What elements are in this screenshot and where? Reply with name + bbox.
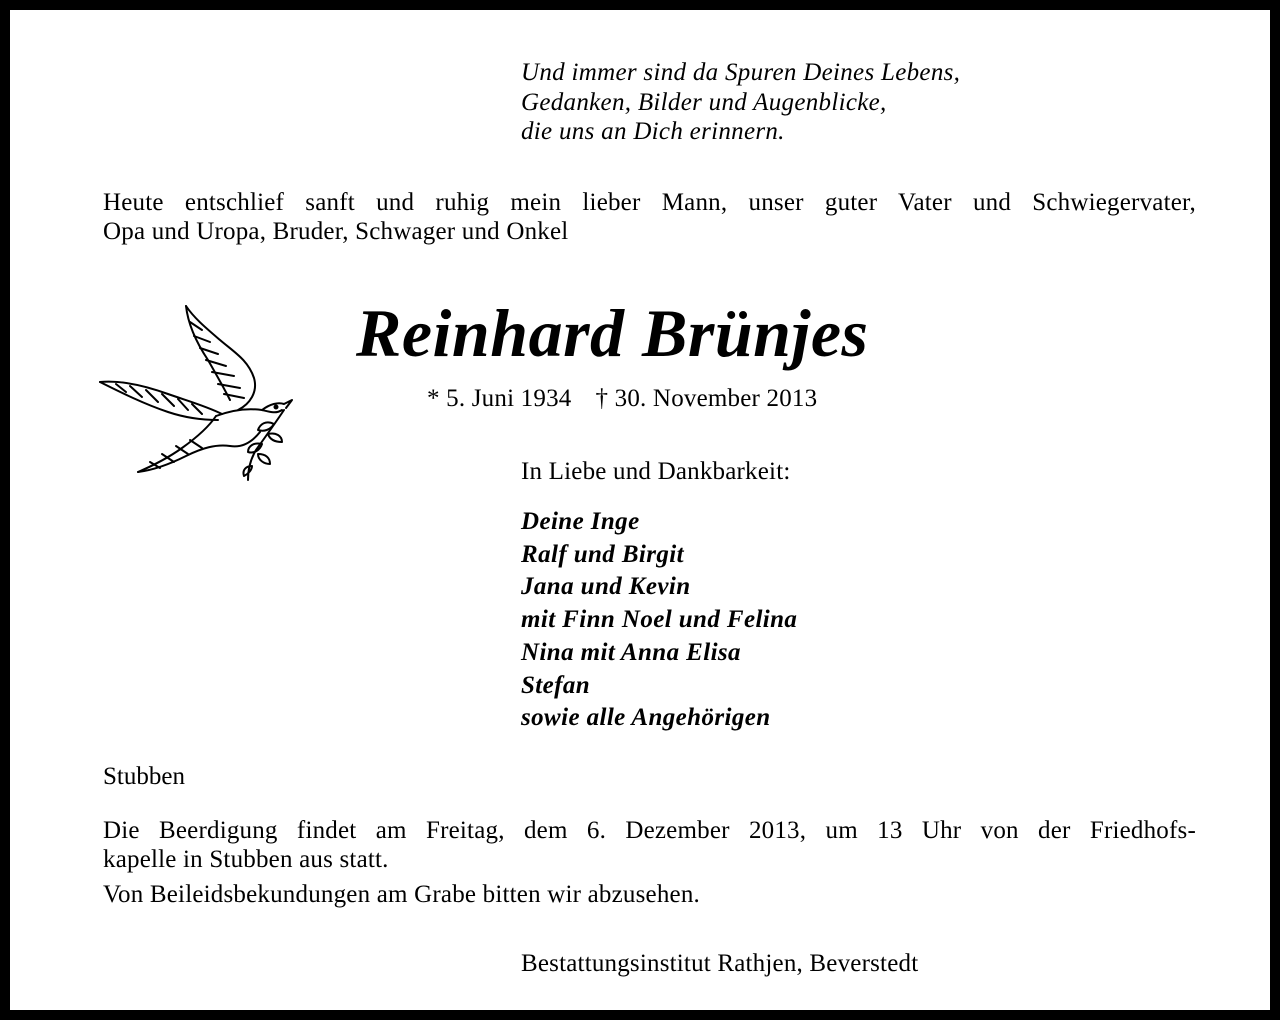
verse-line: Gedanken, Bilder und Augenblicke, xyxy=(521,88,887,116)
mourner-line: Stefan xyxy=(521,671,591,699)
announcement-text xyxy=(103,188,1196,246)
mourner-line: Ralf und Birgit xyxy=(521,540,684,568)
place-name: Stubben xyxy=(103,763,185,790)
funeral-home: Bestattungsinstitut Rathjen, Beverstedt xyxy=(521,950,919,977)
deceased-name: Reinhard Brünjes xyxy=(356,295,869,371)
life-dates xyxy=(427,385,817,413)
birth-date: * 5. Juni 1934 xyxy=(427,385,572,412)
memorial-verse xyxy=(521,58,960,147)
announcement-line: Opa und Uropa, Bruder, Schwager und Onkel xyxy=(103,218,569,245)
funeral-details xyxy=(103,816,1196,874)
mourner-line: mit Finn Noel und Felina xyxy=(521,606,798,634)
mourner-line: Jana und Kevin xyxy=(521,573,691,601)
condolence-note: Von Beileidsbekundungen am Grabe bitten wir abzusehen. xyxy=(103,881,700,908)
mourners-list xyxy=(521,506,797,735)
verse-line: die uns an Dich erinnern. xyxy=(521,118,785,145)
announcement-line: Heute entschlief sanft und ruhig mein lieber Mann, unser guter Vater und Schwiegervater, xyxy=(103,189,1196,216)
death-date: † 30. November 2013 xyxy=(595,385,818,412)
mourner-line: sowie alle Angehörigen xyxy=(521,704,771,732)
funeral-line: Die Beerdigung findet am Freitag, dem 6. Dezember 2013, um 13 Uhr von der Friedhofs- xyxy=(103,817,1196,844)
mourner-line: Deine Inge xyxy=(521,508,640,535)
verse-line: Und immer sind da Spuren Deines Lebens, xyxy=(521,59,961,86)
dove-icon xyxy=(98,300,294,484)
thanks-heading: In Liebe und Dankbarkeit: xyxy=(521,458,791,485)
funeral-line: kapelle in Stubben aus statt. xyxy=(103,846,389,873)
mourner-line: Nina mit Anna Elisa xyxy=(521,638,741,666)
